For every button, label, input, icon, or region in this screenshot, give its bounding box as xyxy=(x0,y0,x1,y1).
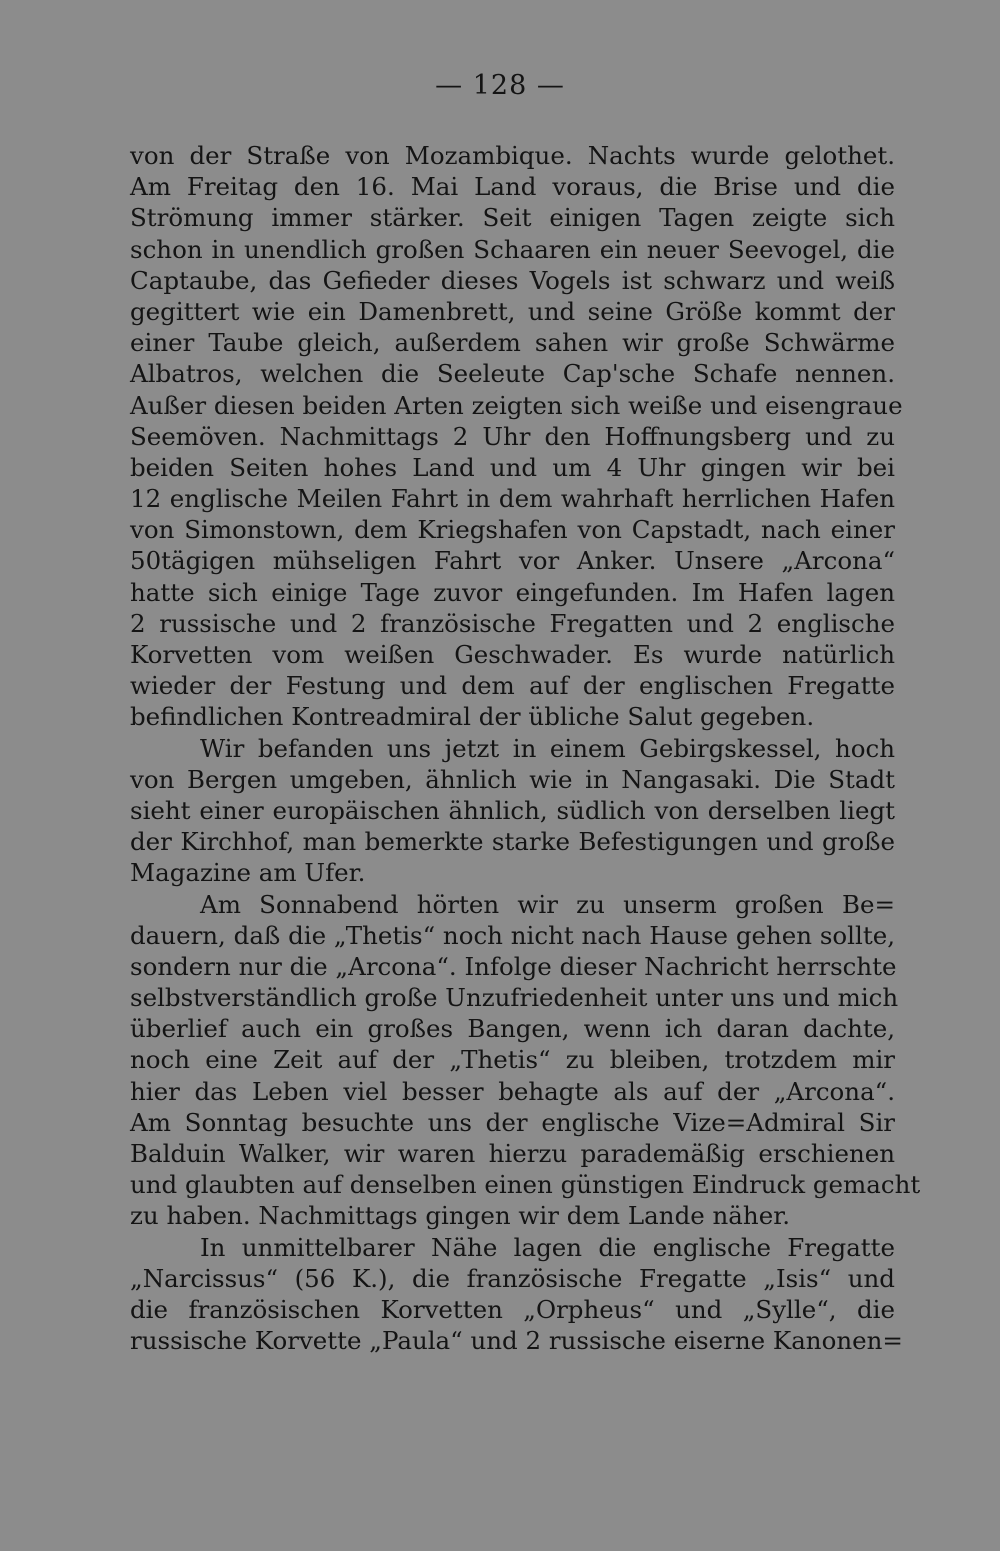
paragraph xyxy=(130,140,903,733)
text-line: von Simonstown, dem Kriegshafen von Capstadt, nach einer xyxy=(130,515,895,545)
text-line: Seemöven. Nachmittags 2 Uhr den Hoffnungsberg und zu xyxy=(130,421,895,451)
text-line: Magazine am Ufer. xyxy=(130,858,366,888)
text-line: und glaubten auf denselben einen günstigen Eindruck gemacht xyxy=(130,1170,921,1200)
text-line: sieht einer europäischen ähnlich, südlich von derselben liegt xyxy=(130,795,895,825)
text-line: von der Straße von Mozambique. Nachts wurde gelothet. xyxy=(130,141,895,170)
text-line: zu haben. Nachmittags gingen wir dem Lande näher. xyxy=(130,1201,791,1231)
text-line: Albatros, welchen die Seeleute Cap'sche Schafe nennen. xyxy=(130,359,895,389)
body-text xyxy=(130,140,921,1356)
text-line: Am Sonntag besuchte uns der englische Vize=Admiral Sir xyxy=(130,1107,895,1137)
text-line: 12 englische Meilen Fahrt in dem wahrhaft herrlichen Hafen xyxy=(130,484,895,514)
text-line: Wir befanden uns jetzt in einem Gebirgskessel, hoch xyxy=(200,733,895,763)
paragraph xyxy=(130,889,921,1232)
text-line: russische Korvette „Paula“ und 2 russische eiserne Kanonen= xyxy=(130,1326,903,1356)
text-line: einer Taube gleich, außerdem sahen wir große Schwärme xyxy=(130,328,895,358)
text-line: hatte sich einige Tage zuvor eingefunden. Im Hafen lagen xyxy=(130,577,895,607)
text-line: 2 russische und 2 französische Fregatten und 2 englische xyxy=(130,608,895,638)
paragraph xyxy=(130,733,895,889)
text-line: wieder der Festung und dem auf der englischen Fregatte xyxy=(130,671,895,701)
text-line: Korvetten vom weißen Geschwader. Es wurde natürlich xyxy=(130,640,895,669)
text-line: von Bergen umgeben, ähnlich wie in Nangasaki. Die Stadt xyxy=(130,764,895,794)
text-line: Captaube, das Gefieder dieses Vogels ist schwarz und weiß xyxy=(130,265,895,295)
text-line: gegittert wie ein Damenbrett, und seine Größe kommt der xyxy=(130,296,895,326)
text-line: Am Sonnabend hörten wir zu unserm großen Be= xyxy=(200,889,895,919)
page-number: — 128 — xyxy=(435,70,565,101)
text-line: beiden Seiten hohes Land und um 4 Uhr gingen wir bei xyxy=(130,452,895,482)
text-line: Balduin Walker, wir waren hierzu parademäßig erschienen xyxy=(130,1139,895,1168)
text-line: schon in unendlich großen Schaaren ein neuer Seevogel, die xyxy=(130,234,895,264)
text-line: Außer diesen beiden Arten zeigten sich weiße und eisengraue xyxy=(130,390,903,420)
text-line: hier das Leben viel besser behagte als auf der „Arcona“. xyxy=(130,1076,895,1106)
text-line: der Kirchhof, man bemerkte starke Befestigungen und große xyxy=(130,827,895,857)
text-line: Strömung immer stärker. Seit einigen Tagen zeigte sich xyxy=(130,203,895,233)
text-line: überlief auch ein großes Bangen, wenn ich daran dachte, xyxy=(130,1014,895,1044)
text-line: befindlichen Kontreadmiral der übliche Salut gegeben. xyxy=(130,702,815,732)
paragraph xyxy=(130,1232,903,1357)
text-line: 50tägigen mühseligen Fahrt vor Anker. Unsere „Arcona“ xyxy=(130,546,895,576)
text-line: In unmittelbarer Nähe lagen die englische Fregatte xyxy=(200,1232,895,1262)
text-line: die französischen Korvetten „Orpheus“ und „Sylle“, die xyxy=(130,1294,895,1324)
text-line: sondern nur die „Arcona“. Infolge dieser Nachricht herrschte xyxy=(130,951,897,981)
text-line: selbstverständlich große Unzufriedenheit unter uns und mich xyxy=(130,983,899,1013)
text-line: noch eine Zeit auf der „Thetis“ zu bleiben, trotzdem mir xyxy=(130,1045,895,1075)
text-line: dauern, daß die „Thetis“ noch nicht nach Hause gehen sollte, xyxy=(130,920,895,950)
text-line: „Narcissus“ (56 K.), die französische Fregatte „Isis“ und xyxy=(130,1263,895,1293)
text-line: Am Freitag den 16. Mai Land voraus, die Brise und die xyxy=(130,172,895,202)
